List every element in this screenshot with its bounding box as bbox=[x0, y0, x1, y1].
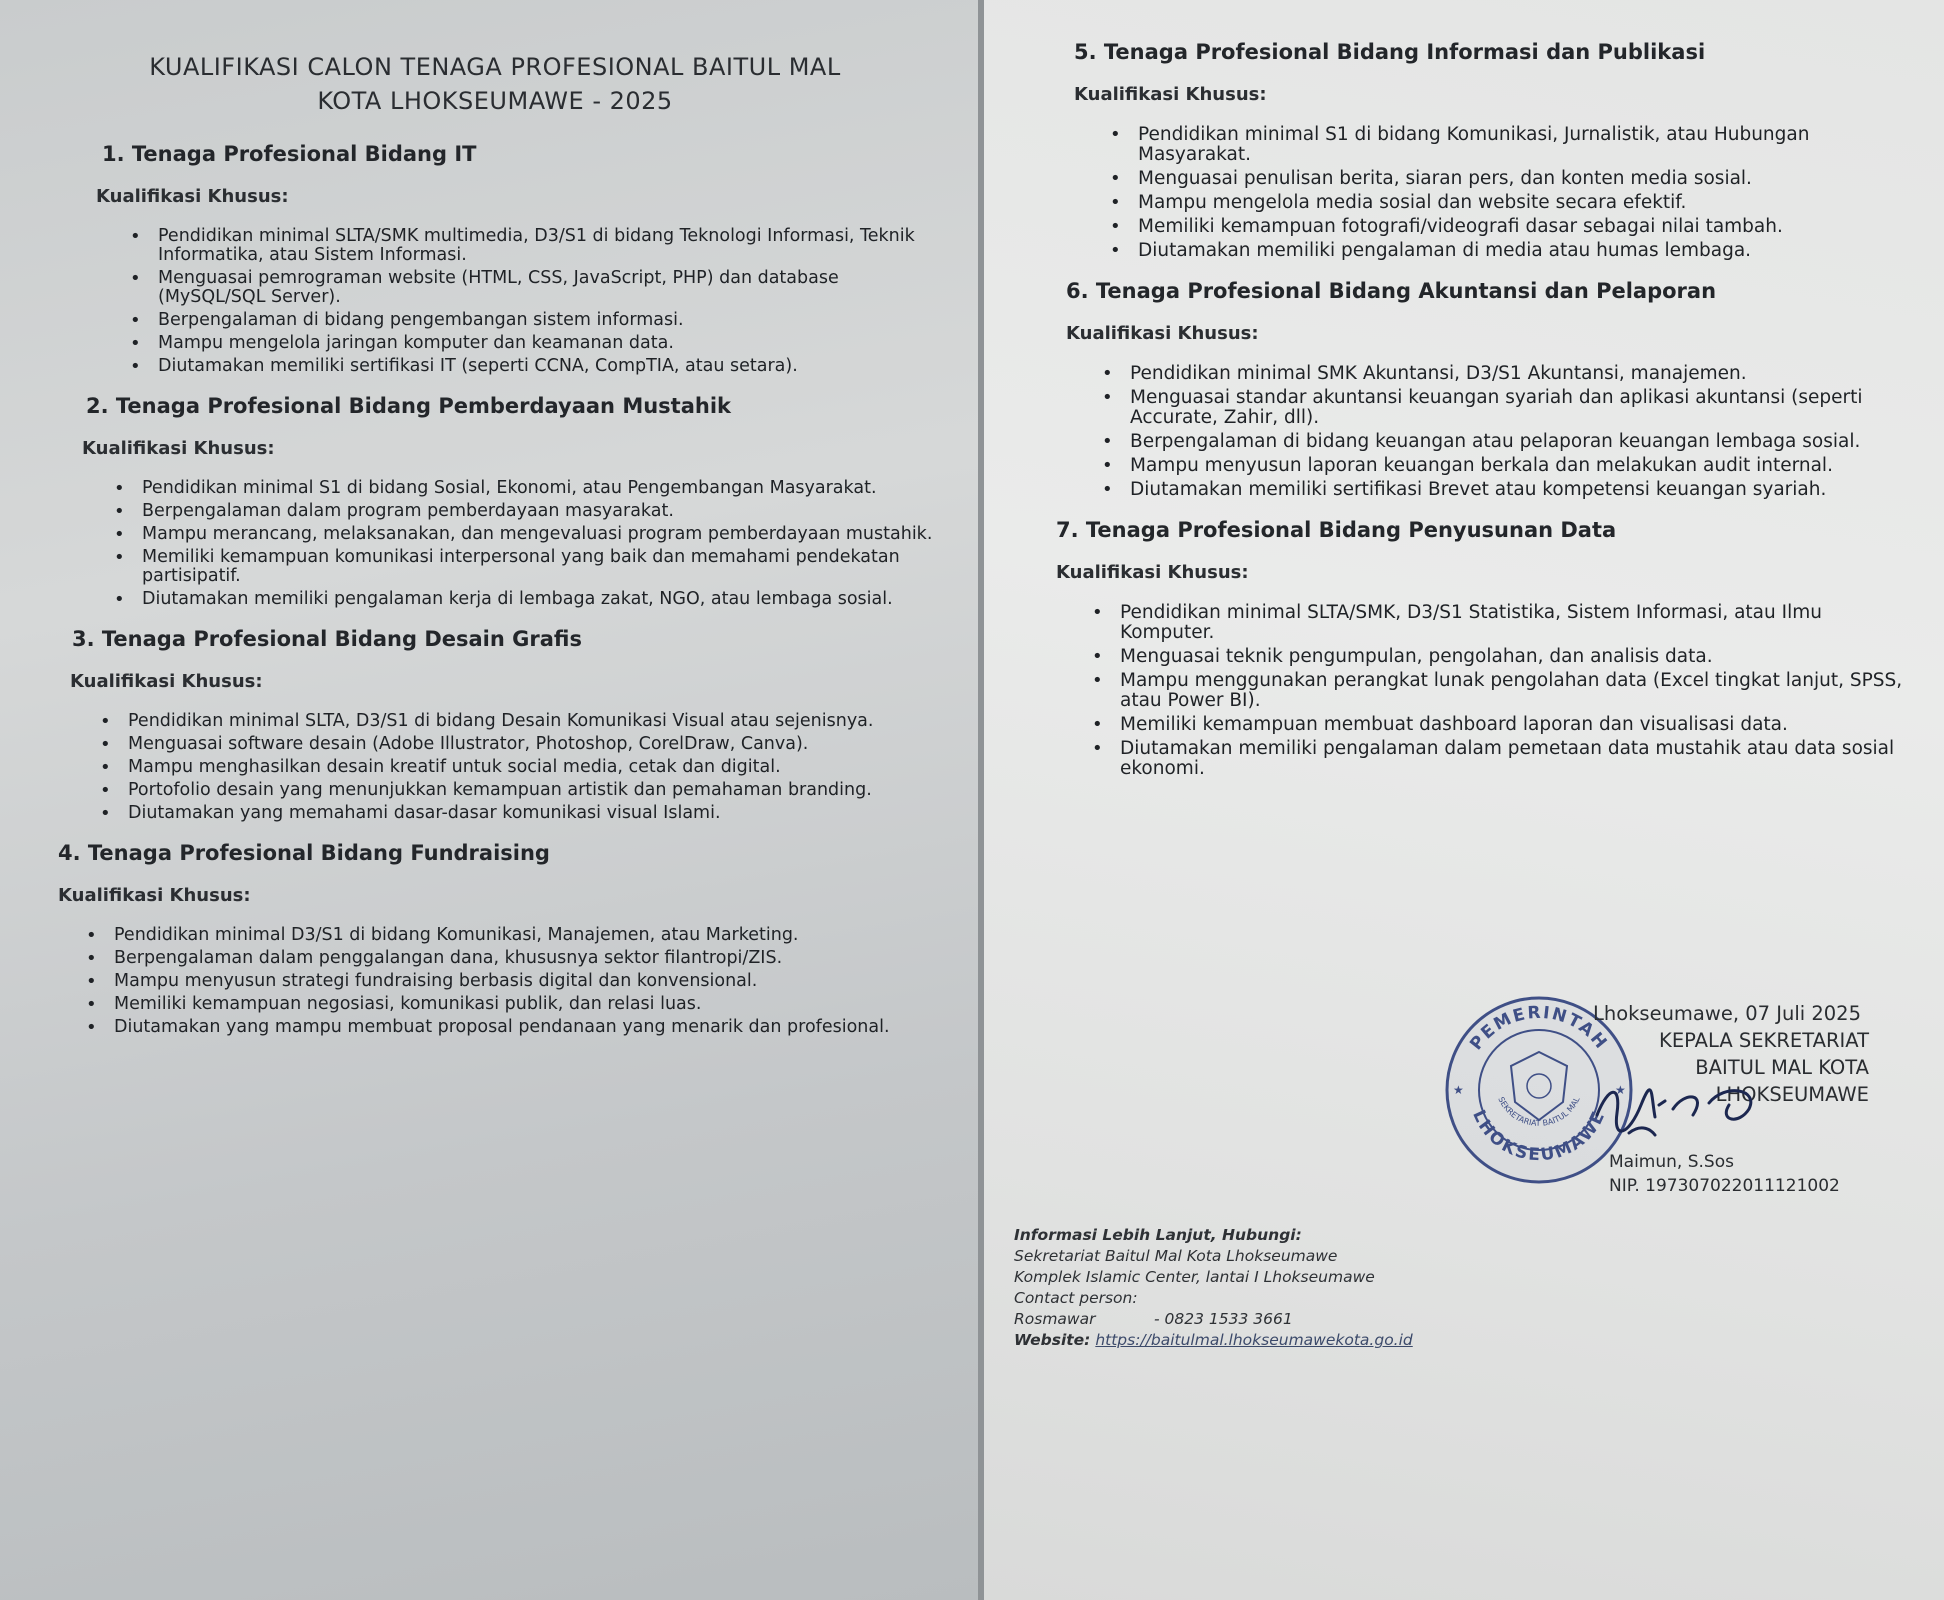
qualification-list bbox=[72, 479, 938, 609]
signature-position-line-2: BAITUL MAL KOTA LHOKSEUMAWE bbox=[1695, 1056, 1869, 1106]
contact-website-link[interactable]: https://baitulmal.lhokseumawekota.go.id bbox=[1095, 1331, 1413, 1349]
list-item: • Berpengalaman di bidang keuangan atau pelaporan keuangan lembaga sosial. bbox=[1130, 432, 1904, 452]
section-heading: 7. Tenaga Profesional Bidang Penyusunan Data bbox=[1056, 518, 1617, 542]
document-title-line-1: KUALIFIKASI CALON TENAGA PROFESIONAL BAITUL MAL bbox=[149, 53, 841, 81]
list-item: • Mampu mengelola media sosial dan website secara efektif. bbox=[1138, 193, 1904, 213]
list-item: • Pendidikan minimal SLTA, D3/S1 di bidang Desain Komunikasi Visual atau sejenisnya. bbox=[128, 712, 938, 731]
list-item: • Menguasai standar akuntansi keuangan syariah dan aplikasi akuntansi (seperti Accurate, Zahir, dll). bbox=[1130, 388, 1904, 428]
right-page bbox=[984, 0, 1944, 1600]
qualification-list bbox=[1068, 125, 1904, 261]
document-title bbox=[52, 50, 938, 118]
section-subheading: Kualifikasi Khusus: bbox=[1056, 562, 1249, 583]
section-desain-grafis bbox=[58, 627, 938, 823]
contact-info bbox=[1014, 1225, 1413, 1351]
svg-text:★: ★ bbox=[1453, 1083, 1464, 1097]
list-item: • Diutamakan memiliki pengalaman kerja di lembaga zakat, NGO, atau lembaga sosial. bbox=[142, 590, 938, 609]
signer-nip: NIP. 197307022011121002 bbox=[1609, 1176, 1840, 1196]
section-heading: 1. Tenaga Profesional Bidang IT bbox=[102, 142, 477, 166]
contact-person-label: Contact person: bbox=[1014, 1289, 1138, 1307]
list-item: • Berpengalaman di bidang pengembangan sistem informasi. bbox=[158, 311, 938, 330]
list-item: • Mampu mengelola jaringan komputer dan keamanan data. bbox=[158, 334, 938, 353]
section-it bbox=[88, 142, 938, 376]
list-item: • Diutamakan memiliki pengalaman dalam pemetaan data mustahik atau data sosial ekonomi. bbox=[1120, 739, 1904, 779]
signature-position-line-1: KEPALA SEKRETARIAT bbox=[1659, 1029, 1869, 1052]
section-heading: 2. Tenaga Profesional Bidang Pemberdayaan Mustahik bbox=[86, 394, 731, 418]
contact-address: Komplek Islamic Center, lantai I Lhokseumawe bbox=[1014, 1268, 1375, 1286]
section-akuntansi-pelaporan bbox=[1060, 279, 1904, 500]
svg-text:SEKRETARIAT BAITUL MAL: SEKRETARIAT BAITUL MAL bbox=[1496, 1095, 1582, 1128]
signature-place-date: Lhokseumawe, 07 Juli 2025 bbox=[1592, 1002, 1861, 1025]
list-item: • Pendidikan minimal SLTA/SMK, D3/S1 Statistika, Sistem Informasi, atau Ilmu Komputer. bbox=[1120, 603, 1904, 643]
list-item: • Berpengalaman dalam program pemberdayaan masyarakat. bbox=[142, 502, 938, 521]
list-item: • Menguasai pemrograman website (HTML, CSS, JavaScript, PHP) dan database (MySQL/SQL Server). bbox=[158, 269, 938, 307]
list-item: • Memiliki kemampuan fotografi/videografi dasar sebagai nilai tambah. bbox=[1138, 217, 1904, 237]
list-item: • Diutamakan yang memahami dasar-dasar komunikasi visual Islami. bbox=[128, 804, 938, 823]
section-subheading: Kualifikasi Khusus: bbox=[82, 438, 275, 459]
svg-text:PEMERINTAH: PEMERINTAH bbox=[1466, 1002, 1612, 1055]
list-item: • Pendidikan minimal D3/S1 di bidang Komunikasi, Manajemen, atau Marketing. bbox=[114, 926, 938, 945]
section-pemberdayaan-mustahik bbox=[72, 394, 938, 609]
section-subheading: Kualifikasi Khusus: bbox=[1066, 323, 1259, 344]
list-item: • Memiliki kemampuan komunikasi interpersonal yang baik dan memahami pendekatan partisipatif. bbox=[142, 548, 938, 586]
list-item: • Mampu menghasilkan desain kreatif untuk social media, cetak dan digital. bbox=[128, 758, 938, 777]
list-item: • Menguasai software desain (Adobe Illustrator, Photoshop, CorelDraw, Canva). bbox=[128, 735, 938, 754]
contact-heading: Informasi Lebih Lanjut, Hubungi: bbox=[1014, 1226, 1302, 1244]
contact-office: Sekretariat Baitul Mal Kota Lhokseumawe bbox=[1014, 1247, 1338, 1265]
list-item: • Diutamakan yang mampu membuat proposal pendanaan yang menarik dan profesional. bbox=[114, 1018, 938, 1037]
section-fundraising bbox=[44, 841, 938, 1037]
contact-person-row bbox=[1014, 1309, 1413, 1330]
section-penyusunan-data bbox=[1050, 518, 1904, 779]
contact-website-row bbox=[1014, 1330, 1413, 1351]
list-item: • Pendidikan minimal SMK Akuntansi, D3/S1 Akuntansi, manajemen. bbox=[1130, 364, 1904, 384]
signer-name: Maimun, S.Sos bbox=[1609, 1152, 1734, 1172]
section-heading: 4. Tenaga Profesional Bidang Fundraising bbox=[58, 841, 550, 865]
qualification-list bbox=[58, 712, 938, 823]
list-item: • Pendidikan minimal S1 di bidang Sosial, Ekonomi, atau Pengembangan Masyarakat. bbox=[142, 479, 938, 498]
section-heading: 3. Tenaga Profesional Bidang Desain Grafis bbox=[72, 627, 582, 651]
section-subheading: Kualifikasi Khusus: bbox=[58, 885, 251, 906]
qualification-list bbox=[1050, 603, 1904, 779]
signer-info bbox=[1609, 1150, 1840, 1198]
contact-website-label: Website: bbox=[1014, 1331, 1091, 1349]
section-heading: 5. Tenaga Profesional Bidang Informasi dan Publikasi bbox=[1074, 40, 1706, 64]
list-item: • Portofolio desain yang menunjukkan kemampuan artistik dan pemahaman branding. bbox=[128, 781, 938, 800]
list-item: • Memiliki kemampuan negosiasi, komunikasi publik, dan relasi luas. bbox=[114, 995, 938, 1014]
section-subheading: Kualifikasi Khusus: bbox=[1074, 84, 1267, 105]
svg-text:★: ★ bbox=[1615, 1083, 1626, 1097]
list-item: • Mampu merancang, melaksanakan, dan mengevaluasi program pemberdayaan mustahik. bbox=[142, 525, 938, 544]
handwritten-signature bbox=[1589, 1075, 1779, 1145]
list-item: • Diutamakan memiliki sertifikasi Brevet atau kompetensi keuangan syariah. bbox=[1130, 480, 1904, 500]
contact-person-phone: - 0823 1533 3661 bbox=[1154, 1310, 1293, 1328]
list-item: • Pendidikan minimal S1 di bidang Komunikasi, Jurnalistik, atau Hubungan Masyarakat. bbox=[1138, 125, 1904, 165]
contact-person-name: Rosmawar bbox=[1014, 1310, 1096, 1328]
qualification-list bbox=[44, 926, 938, 1037]
list-item: • Berpengalaman dalam penggalangan dana, khususnya sektor filantropi/ZIS. bbox=[114, 949, 938, 968]
signature-block bbox=[1439, 990, 1919, 1210]
list-item: • Memiliki kemampuan membuat dashboard laporan dan visualisasi data. bbox=[1120, 715, 1904, 735]
list-item: • Pendidikan minimal SLTA/SMK multimedia, D3/S1 di bidang Teknologi Informasi, Teknik Informatika, atau Sistem Informasi. bbox=[158, 227, 938, 265]
list-item: • Diutamakan memiliki sertifikasi IT (seperti CCNA, CompTIA, atau setara). bbox=[158, 357, 938, 376]
section-heading: 6. Tenaga Profesional Bidang Akuntansi dan Pelaporan bbox=[1066, 279, 1717, 303]
list-item: • Diutamakan memiliki pengalaman di media atau humas lembaga. bbox=[1138, 241, 1904, 261]
qualification-list bbox=[1060, 364, 1904, 500]
list-item: • Menguasai teknik pengumpulan, pengolahan, dan analisis data. bbox=[1120, 647, 1904, 667]
document-title-line-2: KOTA LHOKSEUMAWE - 2025 bbox=[317, 87, 673, 115]
section-subheading: Kualifikasi Khusus: bbox=[96, 186, 289, 207]
section-informasi-publikasi bbox=[1068, 40, 1904, 261]
list-item: • Mampu menyusun laporan keuangan berkala dan melakukan audit internal. bbox=[1130, 456, 1904, 476]
section-subheading: Kualifikasi Khusus: bbox=[70, 671, 263, 692]
list-item: • Mampu menyusun strategi fundraising berbasis digital dan konvensional. bbox=[114, 972, 938, 991]
list-item: • Mampu menggunakan perangkat lunak pengolahan data (Excel tingkat lanjut, SPSS, atau Power BI). bbox=[1120, 671, 1904, 711]
list-item: • Menguasai penulisan berita, siaran pers, dan konten media sosial. bbox=[1138, 169, 1904, 189]
qualification-list bbox=[88, 227, 938, 376]
svg-text:LHOKSEUMAWE: LHOKSEUMAWE bbox=[1468, 1107, 1610, 1166]
